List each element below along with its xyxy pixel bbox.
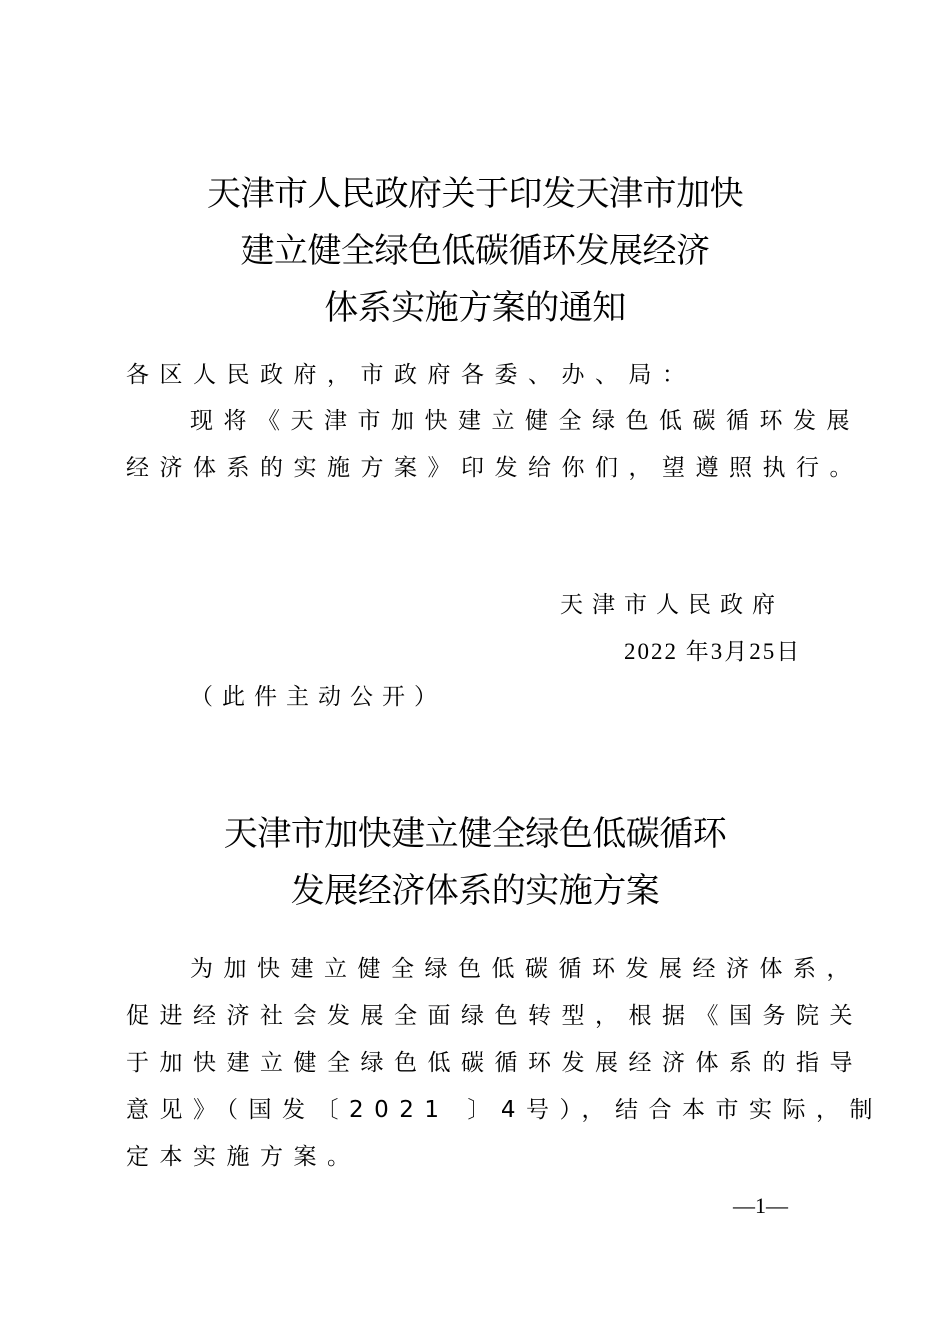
issue-date: 2022 年3月25日	[624, 639, 802, 664]
paragraph-line: 定本实施方案。	[126, 1144, 361, 1170]
salutation: 各区人民政府，市政府各委、办、局：	[126, 362, 696, 388]
issuer-signature: 天津市人民政府	[560, 592, 784, 618]
intro-line: 现将《天津市加快建立健全绿色低碳循环发展	[190, 408, 860, 434]
paragraph-line: 促进经济社会发展全面绿色转型，根据《国务院关	[126, 1003, 863, 1029]
plan-title-line: 天津市加快建立健全绿色低碳循环	[223, 814, 727, 854]
paragraph-line: 为加快建立健全绿色低碳循环发展经济体系，	[190, 956, 860, 982]
notice-title-line: 建立健全绿色低碳循环发展经济	[240, 231, 710, 271]
public-disclosure-note: （此件主动公开）	[190, 684, 446, 710]
plan-title-line: 发展经济体系的实施方案	[290, 871, 660, 911]
paragraph-line: 意见》（国发〔2021 〕4号），结合本市实际，制	[126, 1097, 883, 1123]
plan-title	[0, 806, 950, 920]
paragraph-line: 于加快建立健全绿色低碳循环发展经济体系的指导	[126, 1050, 863, 1076]
plan-paragraph	[126, 946, 883, 1181]
notice-title-line: 体系实施方案的通知	[324, 288, 626, 328]
notice-title	[0, 166, 950, 337]
page-number: —1—	[733, 1193, 788, 1218]
notice-title-line: 天津市人民政府关于印发天津市加快	[207, 174, 743, 214]
intro-line: 经济体系的实施方案》印发给你们，望遵照执行。	[126, 455, 863, 481]
